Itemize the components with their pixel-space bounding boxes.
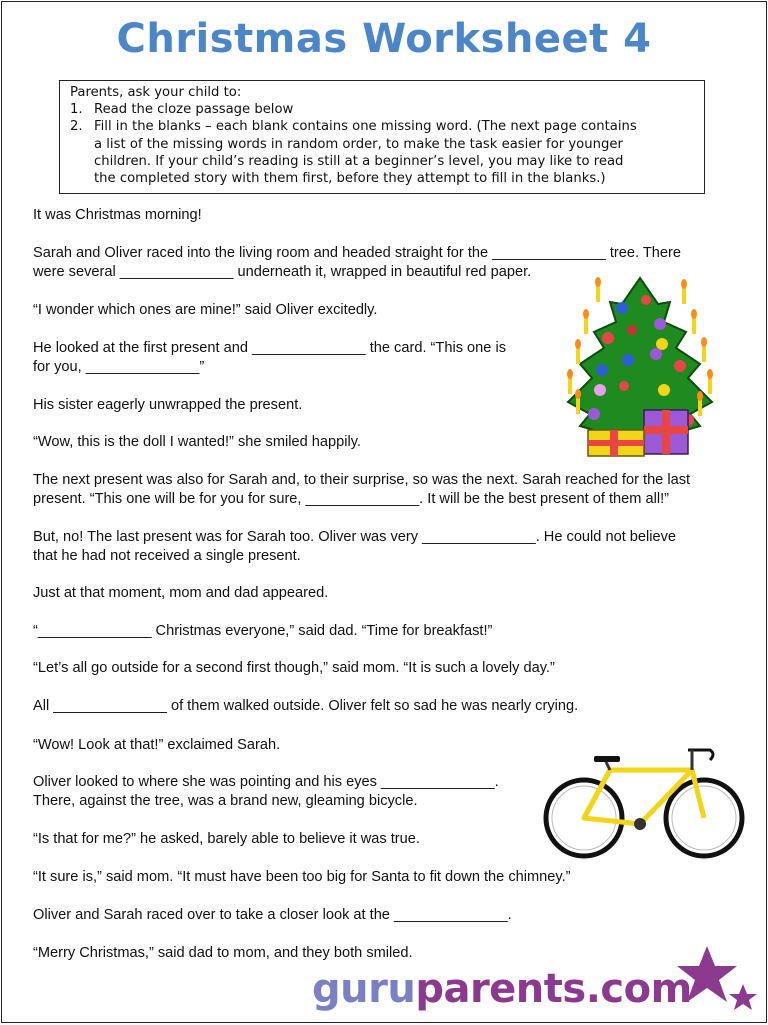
story-paragraph (33, 906, 512, 925)
story-paragraph (33, 206, 202, 225)
instruction-line: the completed story with them first, before they attempt to fill in the blanks.) (94, 171, 606, 187)
story-line: were several ______________ underneath it, wrapped in beautiful red paper. (33, 264, 532, 280)
story-paragraph (33, 584, 328, 603)
story-paragraph (33, 773, 499, 811)
story-line: “It sure is,” said mom. “It must have been too big for Santa to fit down the chimney.” (33, 869, 571, 885)
story-paragraph (33, 622, 492, 641)
story-line: “Wow, this is the doll I wanted!” she smiled happily. (33, 434, 361, 450)
story-paragraph (33, 944, 413, 963)
instruction-item (70, 101, 694, 118)
story-line: He looked at the first present and ______________ the card. “This one is (33, 340, 506, 356)
story-line: Oliver looked to where she was pointing and his eyes ______________. (33, 774, 499, 790)
story-paragraph (33, 868, 571, 887)
worksheet-page (1, 1, 767, 1023)
story-paragraph (33, 697, 578, 716)
instruction-line: Fill in the blanks – each blank contains one missing word. (The next page contains (94, 119, 637, 135)
instruction-line: children. If your child’s reading is still at a beginner’s level, you may like to read (94, 153, 624, 169)
story-line: for you, ______________” (33, 359, 205, 375)
story-line: “Let’s all go outside for a second first though,” said mom. “It is such a lovely day.” (33, 660, 555, 676)
instructions-box (59, 80, 705, 194)
story-line: There, against the tree, was a brand new, gleaming bicycle. (33, 793, 418, 809)
story-line: But, no! The last present was for Sarah too. Oliver was very ______________. He could not believe (33, 529, 677, 545)
story-line: All ______________ of them walked outside. Oliver felt so sad he was nearly crying. (33, 698, 579, 714)
story-paragraph (33, 301, 377, 320)
story-line: His sister eagerly unwrapped the present. (33, 397, 303, 413)
story-paragraph (33, 396, 302, 415)
story-line: Sarah and Oliver raced into the living room and headed straight for the ______________ tree. There (33, 245, 681, 261)
story-line: present. “This one will be for you for sure, ______________. It will be the best present of them all!” (33, 491, 669, 507)
story-line: that he had not received a single present. (33, 548, 301, 564)
instructions-intro: Parents, ask your child to: (70, 85, 242, 100)
story-line: Oliver and Sarah raced over to take a closer look at the ______________. (33, 907, 512, 923)
instruction-line: Read the cloze passage below (94, 102, 294, 118)
story-line: It was Christmas morning! (33, 207, 202, 223)
story-paragraph (33, 339, 506, 377)
story-line: The next present was also for Sarah and, to their surprise, so was the next. Sarah reached for the last (33, 472, 691, 488)
story-paragraph (33, 471, 690, 509)
story-line: Just at that moment, mom and dad appeared. (33, 585, 329, 601)
star-icon (677, 944, 757, 1014)
logo-parents-text: parents.com (415, 966, 692, 1012)
story-paragraph (33, 433, 361, 452)
instruction-number: 1. (70, 102, 83, 118)
instruction-item (70, 118, 694, 187)
christmas-tree-icon (560, 274, 720, 462)
story-paragraph (33, 528, 676, 566)
story-line: “Merry Christmas,” said dad to mom, and they both smiled. (33, 945, 413, 961)
instruction-number: 2. (70, 119, 83, 135)
instruction-line: a list of the missing words in random order, to make the task easier for younger (94, 136, 623, 152)
site-logo (312, 964, 692, 1014)
story-line: “______________ Christmas everyone,” said dad. “Time for breakfast!” (33, 623, 493, 639)
story-paragraph (33, 736, 280, 755)
story-paragraph (33, 659, 555, 678)
logo-guru-text: guru (312, 966, 416, 1012)
page-title: Christmas Worksheet 4 (116, 16, 652, 62)
story-paragraph (33, 830, 420, 849)
story-line: “Is that for me?” he asked, barely able to believe it was true. (33, 831, 420, 847)
story-line: “I wonder which ones are mine!” said Oliver excitedly. (33, 302, 378, 318)
bicycle-icon (542, 740, 748, 860)
story-line: “Wow! Look at that!” exclaimed Sarah. (33, 737, 281, 753)
